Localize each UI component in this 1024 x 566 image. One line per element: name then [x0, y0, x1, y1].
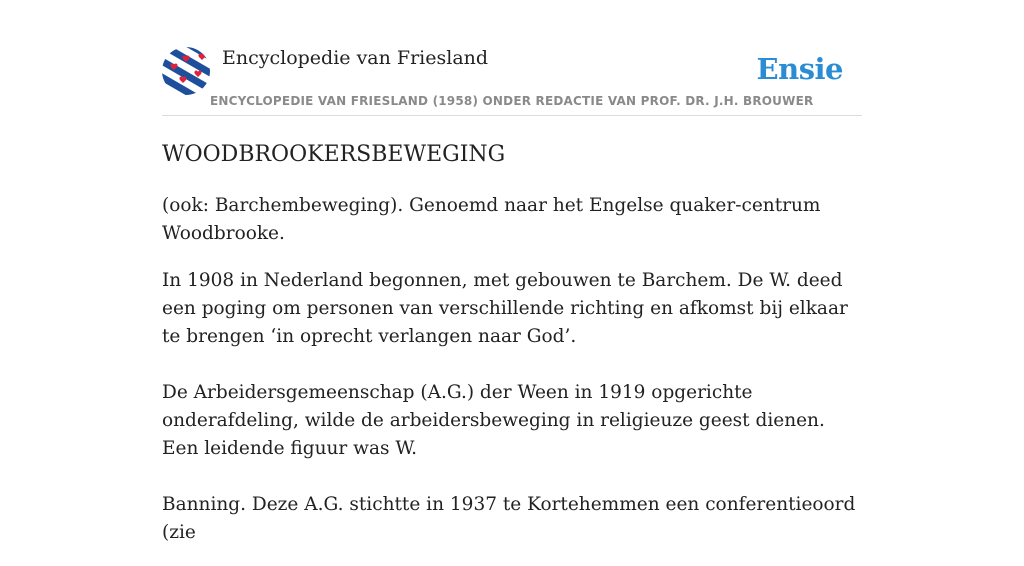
- ensie-logo[interactable]: Ensie: [756, 52, 843, 86]
- source-title[interactable]: Encyclopedie van Friesland: [222, 47, 489, 69]
- page: [162, 0, 862, 543]
- header-divider: [162, 115, 862, 116]
- entry-headword: WOODBROOKERSBEWEGING: [162, 142, 506, 167]
- frisian-flag-icon[interactable]: [162, 47, 210, 95]
- entry-paragraph: (ook: Barchembeweging). Genoemd naar het Engelse quaker-centrum Woodbrooke.: [162, 195, 821, 244]
- source-subtitle: ENCYCLOPEDIE VAN FRIESLAND (1958) ONDER REDACTIE VAN PROF. DR. J.H. BROUWER: [210, 94, 814, 108]
- entry-body: [162, 192, 862, 566]
- entry-paragraph: De Arbeidersgemeenschap (A.G.) der Ween in 1919 opgerichte onderafdeling, wilde de arbeidersbeweging in religieuze geest dienen. Een leidende figuur was W.: [162, 382, 825, 459]
- entry-paragraph: In 1908 in Nederland begonnen, met gebouwen te Barchem. De W. deed een poging om personen van verschillende richting en afkomst bij elkaar te brengen ‘in oprecht verlangen naar God’.: [162, 270, 848, 347]
- entry-paragraph: Banning. Deze A.G. stichtte in 1937 te Kortehemmen een conferentieoord (zie: [162, 494, 856, 543]
